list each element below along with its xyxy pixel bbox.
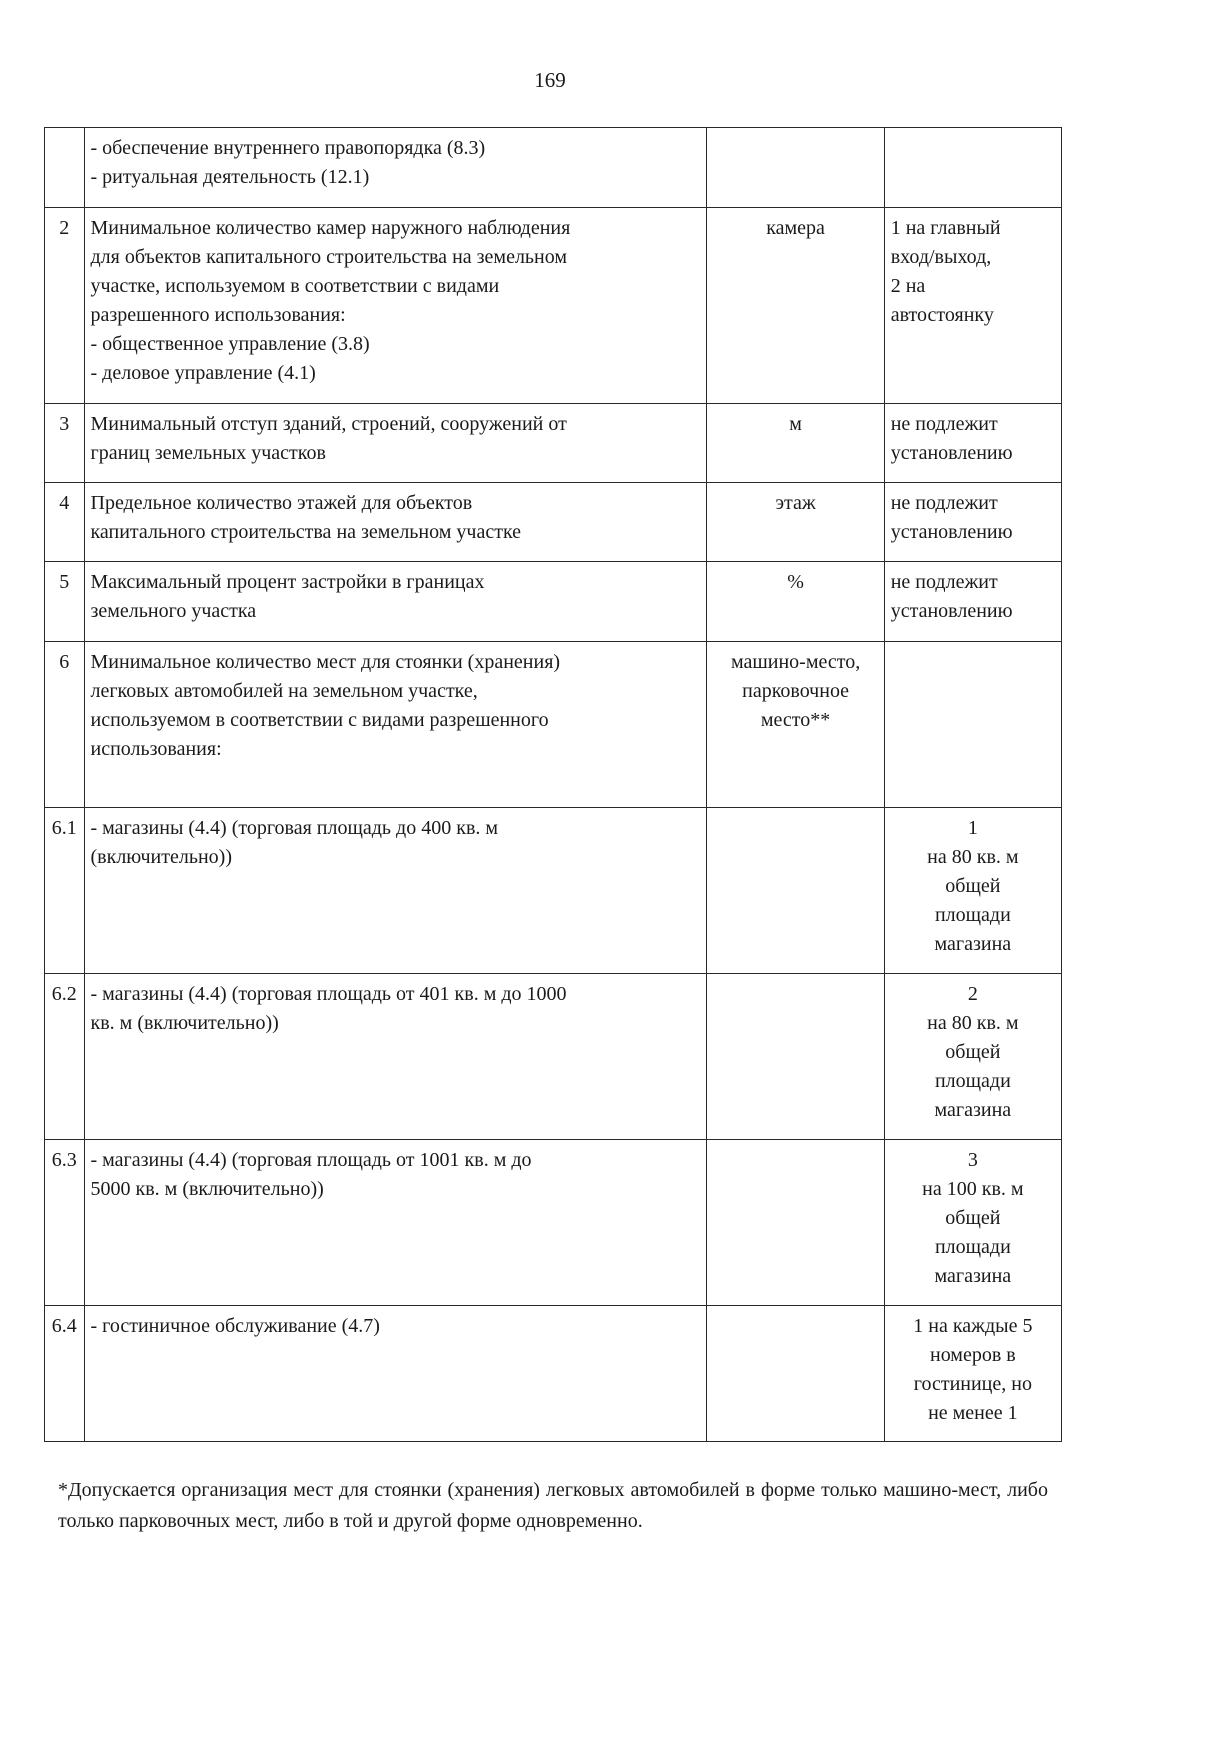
unit-of-measure (707, 483, 884, 562)
parameter-value-line: магазина (934, 933, 1012, 955)
row-number: 4 (45, 483, 85, 562)
unit-of-measure-line: м (789, 413, 802, 435)
row-number: 6.4 (45, 1306, 85, 1442)
table-row (45, 404, 1062, 483)
parameter-value-line: 1 (967, 817, 978, 839)
row-number: 6.2 (45, 974, 85, 1140)
page-number: 169 (534, 68, 566, 92)
parameter-description-line: использования: (90, 738, 222, 760)
unit-of-measure (707, 1140, 884, 1306)
table-row (45, 208, 1062, 404)
parameter-value-line: не подлежит (890, 492, 998, 514)
parameter-description-line: - ритуальная деятельность (12.1) (90, 166, 370, 188)
unit-of-measure-line: камера (766, 217, 825, 239)
parameter-description-line: Минимальное количество мест для стоянки (хранения) (90, 651, 561, 673)
unit-of-measure (707, 562, 884, 642)
parameter-description-line: Максимальный процент застройки в границах (90, 571, 485, 593)
parameter-value (884, 483, 1061, 562)
parameter-description-line: - магазины (4.4) (торговая площадь от 1001 кв. м до (90, 1149, 532, 1171)
parameter-value-line: 1 на каждые 5 (913, 1315, 1033, 1337)
table-body (45, 128, 1062, 1442)
parameter-description-line: - магазины (4.4) (торговая площадь до 400 кв. м (90, 817, 499, 839)
table-row (45, 1140, 1062, 1306)
parameter-value (884, 208, 1061, 404)
parameter-description-line: - гостиничное обслуживание (4.7) (90, 1315, 380, 1337)
parameter-value-line: не подлежит (890, 571, 998, 593)
row-number: 5 (45, 562, 85, 642)
unit-of-measure (707, 642, 884, 808)
unit-of-measure-line: % (787, 571, 804, 593)
table-row (45, 1306, 1062, 1442)
parameter-description-line: - деловое управление (4.1) (90, 362, 316, 384)
parameter-value-line: установлению (890, 600, 1013, 622)
parameter-description (84, 974, 707, 1140)
row-number: 3 (45, 404, 85, 483)
table-row (45, 128, 1062, 208)
unit-of-measure (707, 974, 884, 1140)
parameter-value (884, 1140, 1061, 1306)
parameter-description-line: легковых автомобилей на земельном участке, (90, 680, 478, 702)
parameter-description (84, 1306, 707, 1442)
parameter-value (884, 808, 1061, 974)
parameter-value (884, 404, 1061, 483)
row-number: 6 (45, 642, 85, 808)
parameter-value (884, 974, 1061, 1140)
table-row (45, 974, 1062, 1140)
parameter-value-line: общей (945, 1041, 1001, 1063)
parameter-value-line: вход/выход, (890, 246, 992, 268)
parameter-description-line: - обеспечение внутреннего правопорядка (8.3) (90, 137, 486, 159)
parameter-description-line: 5000 кв. м (включительно)) (90, 1178, 324, 1200)
parameter-description (84, 1140, 707, 1306)
parameter-description-line: (включительно)) (90, 846, 232, 868)
parameter-value-line: магазина (934, 1099, 1012, 1121)
parameter-description-line: - общественное управление (3.8) (90, 333, 370, 355)
parameter-value-line: 1 на главный (890, 217, 1001, 239)
parameter-description-line: Минимальный отступ зданий, строений, сооружений от (90, 413, 567, 435)
regulations-table (44, 127, 1062, 1442)
row-number: 6.3 (45, 1140, 85, 1306)
parameter-value (884, 128, 1061, 208)
parameter-value-line: 3 (967, 1149, 978, 1171)
table-row (45, 642, 1062, 808)
parameter-description-line: используемом в соответствии с видами разрешенного (90, 709, 549, 731)
parameter-description-line: участке, используемом в соответствии с видами (90, 275, 500, 297)
parameter-value-line: автостоянку (890, 304, 994, 326)
parameter-value-line: площади (934, 1070, 1011, 1092)
parameter-value-line: на 100 кв. м (922, 1178, 1024, 1200)
parameter-value-line: на 80 кв. м (927, 846, 1019, 868)
parameter-value-line: магазина (934, 1265, 1012, 1287)
parameter-description (84, 208, 707, 404)
parameter-description (84, 562, 707, 642)
parameter-description-line: кв. м (включительно)) (90, 1012, 279, 1034)
row-number: 6.1 (45, 808, 85, 974)
unit-of-measure-line: этаж (775, 492, 816, 514)
parameter-description (84, 483, 707, 562)
unit-of-measure (707, 128, 884, 208)
unit-of-measure-line: место** (760, 709, 831, 731)
parameter-description (84, 642, 707, 808)
parameter-description (84, 128, 707, 208)
unit-of-measure (707, 208, 884, 404)
parameter-value (884, 1306, 1061, 1442)
parameter-value-line: общей (945, 1207, 1001, 1229)
unit-of-measure (707, 404, 884, 483)
parameter-value-line: не менее 1 (928, 1402, 1018, 1424)
parameter-value-line: не подлежит (890, 413, 998, 435)
unit-of-measure-line: машино-место, (730, 651, 861, 673)
parameter-value-line: гостинице, но (913, 1373, 1032, 1395)
parameter-description (84, 808, 707, 974)
parameter-value-line: установлению (890, 521, 1013, 543)
table-row (45, 562, 1062, 642)
parameter-value (884, 642, 1061, 808)
parameter-value-line: 2 (967, 983, 978, 1005)
parameter-description (84, 404, 707, 483)
parameter-description-line: границ земельных участков (90, 442, 326, 464)
parameter-value-line: общей (945, 875, 1001, 897)
parameter-value (884, 562, 1061, 642)
parameter-value-line: установлению (890, 442, 1013, 464)
row-number (45, 128, 85, 208)
unit-of-measure-line: парковочное (742, 680, 850, 702)
parameter-description-line: - магазины (4.4) (торговая площадь от 401 кв. м до 1000 (90, 983, 567, 1005)
row-number: 2 (45, 208, 85, 404)
footnote: *Допускается организация мест для стоянки (хранения) легковых автомобилей в форме только машино-мест, либо только парковочных мест, либо в той и другой форме одновременно. (58, 1479, 1048, 1532)
parameter-value-line: площади (934, 1236, 1011, 1258)
table-row (45, 808, 1062, 974)
parameter-description-line: Предельное количество этажей для объектов (90, 492, 473, 514)
parameter-value-line: на 80 кв. м (927, 1012, 1019, 1034)
parameter-value-line: 2 на (890, 275, 926, 297)
parameter-description-line: капитального строительства на земельном участке (90, 521, 522, 543)
table-row (45, 483, 1062, 562)
parameter-value-line: номеров в (929, 1344, 1016, 1366)
unit-of-measure (707, 808, 884, 974)
parameter-description-line: земельного участка (90, 600, 257, 622)
unit-of-measure (707, 1306, 884, 1442)
parameter-description-line: разрешенного использования: (90, 304, 346, 326)
parameter-description-line: для объектов капитального строительства на земельном (90, 246, 568, 268)
parameter-description-line: Минимальное количество камер наружного наблюдения (90, 217, 571, 239)
parameter-value-line: площади (934, 904, 1011, 926)
